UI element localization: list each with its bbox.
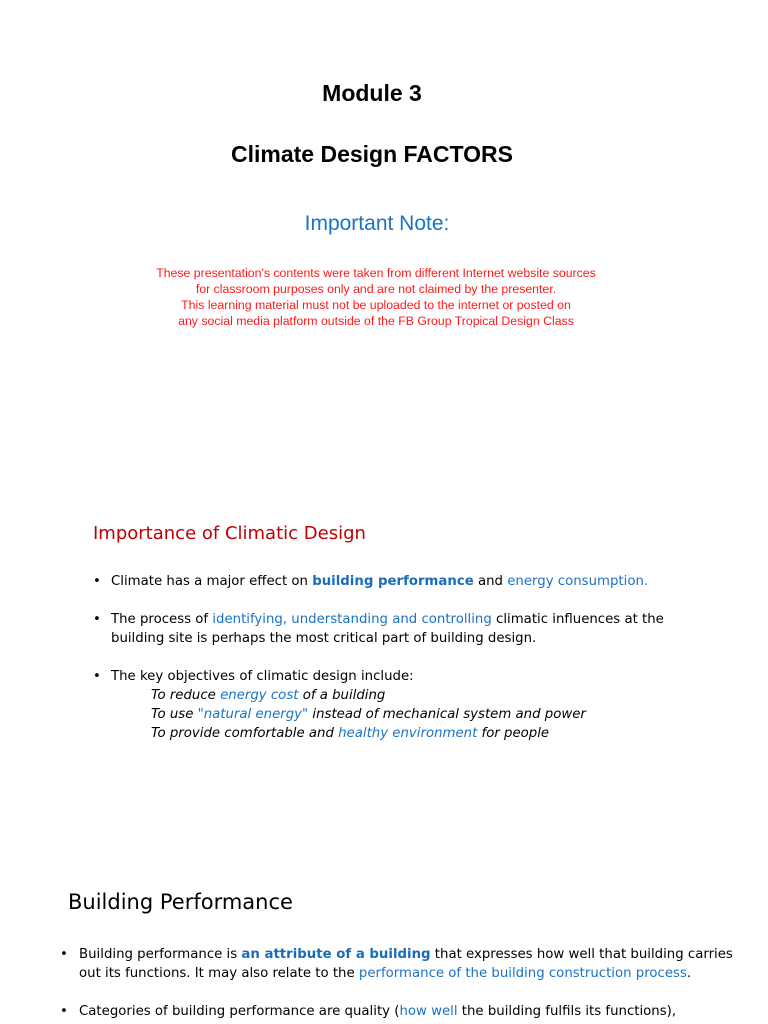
disclaimer-text — [0, 266, 752, 330]
text-run: of a building — [298, 688, 386, 703]
disclaimer-line: This learning material must not be uploaded to the internet or posted on — [181, 297, 571, 312]
bullet-item — [93, 610, 673, 648]
highlight-text: building performance — [312, 574, 474, 589]
text-run: Climate has a major effect on — [111, 574, 313, 589]
bullet-icon: • — [60, 1004, 68, 1019]
highlight-text: healthy environment — [338, 726, 478, 741]
text-run: and — [473, 574, 508, 589]
bullet-text — [79, 945, 733, 983]
objective-item — [151, 724, 673, 743]
bullet-icon: • — [93, 669, 101, 684]
highlight-text: energy cost — [220, 688, 299, 703]
slide-title — [0, 0, 768, 460]
highlight-text: "natural energy" — [197, 707, 309, 722]
main-title: Climate Design FACTORS — [230, 141, 514, 167]
text-run: To reduce — [151, 688, 221, 703]
highlight-text: how well — [399, 1004, 458, 1019]
text-run: out its functions. It may also relate to the — [79, 966, 359, 981]
bullet-item — [93, 667, 673, 743]
text-run: Building performance is — [79, 947, 242, 962]
text-run: climatic influences at the — [491, 612, 664, 627]
text-run: Categories of building performance are quality ( — [79, 1004, 400, 1019]
bullet-item — [60, 1002, 710, 1021]
bullet-icon: • — [93, 612, 101, 627]
highlight-text: energy consumption. — [507, 574, 649, 589]
slide-heading: Importance of Climatic Design — [93, 523, 366, 544]
important-note-heading: Important Note: — [304, 212, 450, 235]
disclaimer-line: any social media platform outside of the FB Group Tropical Design Class — [178, 313, 574, 328]
text-run: To use — [151, 707, 198, 722]
text-run: instead of mechanical system and power — [308, 707, 586, 722]
slide-heading: Building Performance — [68, 890, 293, 914]
text-run: The process of — [111, 612, 213, 627]
text-run: To provide comfortable and — [151, 726, 339, 741]
objective-item — [151, 705, 673, 724]
text-run: for people — [477, 726, 550, 741]
bullet-icon: • — [60, 947, 68, 962]
text-run: the building fulfils its functions), — [457, 1004, 677, 1019]
bullet-text — [79, 1002, 710, 1021]
text-run: building site is perhaps the most critical part of building design. — [111, 631, 537, 646]
module-title: Module 3 — [322, 80, 422, 106]
disclaimer-line: These presentation's contents were taken from different Internet website sources — [156, 266, 596, 280]
bullet-text: The key objectives of climatic design include: — [111, 669, 414, 684]
highlight-text: identifying, understanding and controlling — [212, 612, 492, 627]
highlight-text: performance of the building construction process — [358, 966, 687, 981]
objective-item — [151, 686, 673, 705]
highlight-text: an attribute of a building — [241, 947, 431, 962]
bullet-text — [111, 610, 673, 648]
slide-building-performance — [0, 860, 768, 1024]
bullet-item — [93, 572, 673, 591]
text-run: that expresses how well that building carries — [430, 947, 733, 962]
text-run: . — [686, 966, 692, 981]
bullet-icon: • — [93, 574, 101, 589]
disclaimer-line: for classroom purposes only and are not claimed by the presenter. — [195, 281, 557, 296]
bullet-text — [111, 572, 673, 591]
slide-importance — [0, 460, 768, 860]
bullet-item — [60, 945, 733, 983]
